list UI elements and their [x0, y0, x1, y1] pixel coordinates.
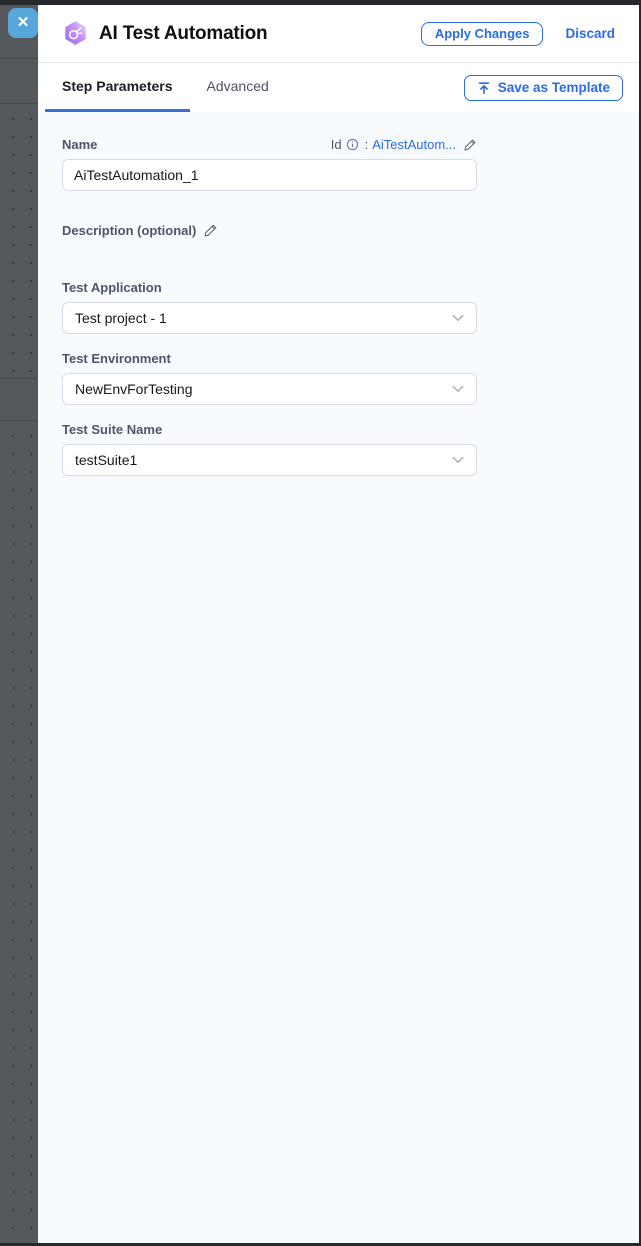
- test-suite-name-field: [62, 422, 477, 476]
- description-row: [62, 223, 477, 238]
- step-parameters-form: [38, 112, 639, 1243]
- canvas-dot-grid: [0, 421, 38, 1243]
- discard-button[interactable]: Discard: [565, 26, 615, 41]
- test-environment-label: Test Environment: [62, 351, 171, 366]
- test-application-select[interactable]: [62, 302, 477, 334]
- description-label: Description (optional): [62, 223, 197, 238]
- pipeline-canvas-strip: [0, 5, 38, 1243]
- test-suite-name-value: testSuite1: [75, 452, 138, 468]
- chevron-down-icon: [452, 314, 464, 322]
- apply-changes-button[interactable]: Apply Changes: [421, 22, 544, 46]
- save-as-template-button[interactable]: [464, 75, 623, 101]
- test-application-field: [62, 280, 477, 334]
- name-label: Name: [62, 137, 98, 152]
- id-separator: :: [364, 137, 369, 152]
- test-environment-value: NewEnvForTesting: [75, 381, 193, 397]
- tab-step-parameters[interactable]: Step Parameters: [45, 63, 190, 112]
- window-top-edge: [0, 0, 641, 5]
- name-id-row: [62, 137, 477, 152]
- ai-test-automation-step-icon: [62, 20, 89, 47]
- test-suite-name-select[interactable]: [62, 444, 477, 476]
- canvas-toolbar-band: [0, 59, 38, 103]
- edit-description-pencil-icon[interactable]: [203, 223, 218, 238]
- save-as-template-label: Save as Template: [497, 80, 610, 95]
- tab-advanced[interactable]: Advanced: [206, 78, 269, 94]
- page-title: AI Test Automation: [99, 22, 268, 44]
- tab-bar: [38, 63, 639, 112]
- test-application-label: Test Application: [62, 280, 162, 295]
- test-environment-select[interactable]: [62, 373, 477, 405]
- id-label: Id: [330, 137, 342, 152]
- chevron-down-icon: [452, 385, 464, 393]
- test-application-value: Test project - 1: [75, 310, 167, 326]
- test-suite-name-label: Test Suite Name: [62, 422, 163, 437]
- arrow-up-to-bar-icon: [477, 81, 491, 95]
- id-value-link[interactable]: AiTestAutom...: [372, 137, 456, 152]
- test-environment-field: [62, 351, 477, 405]
- id-row: [331, 137, 477, 152]
- name-input[interactable]: [62, 159, 477, 191]
- close-drawer-button[interactable]: [8, 8, 38, 38]
- drawer-header: [38, 5, 639, 62]
- chevron-down-icon: [452, 456, 464, 464]
- canvas-toolbar-band: [0, 379, 38, 420]
- info-icon[interactable]: [346, 138, 359, 151]
- canvas-dot-grid: [0, 104, 38, 378]
- close-icon: ✕: [16, 14, 30, 31]
- step-config-drawer: [38, 5, 639, 1243]
- edit-id-pencil-icon[interactable]: [463, 138, 477, 152]
